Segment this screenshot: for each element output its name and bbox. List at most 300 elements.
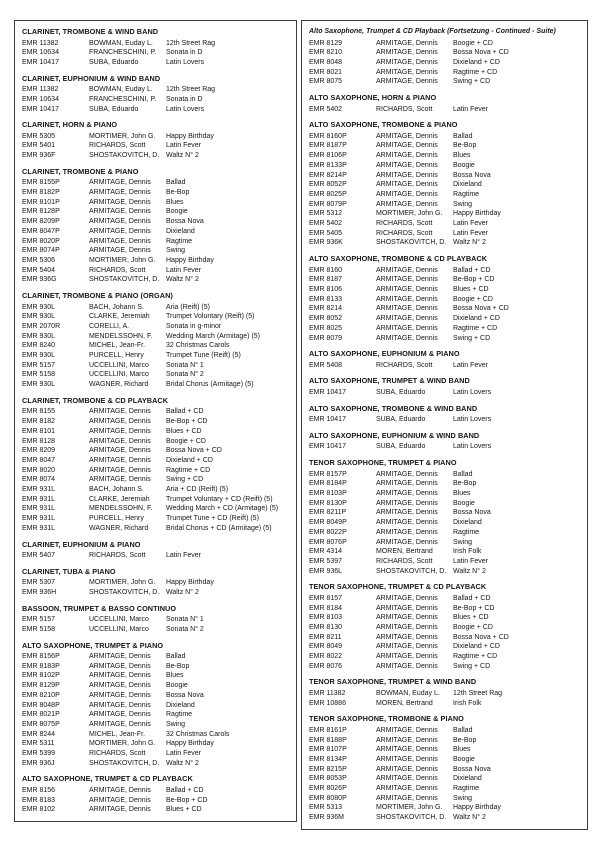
section-header: CLARINET, EUPHONIUM & WIND BAND [22,73,161,83]
title-cell: Boogie + CD [453,295,493,303]
catalog-section [15,74,296,115]
title-cell: Irish Folk [453,548,482,556]
title-cell: Boogie [453,499,475,507]
left-column [14,20,297,822]
catalog-section [15,120,296,161]
catalog-row [15,652,296,662]
composer-cell: ARMITAGE, Dennis [89,179,151,187]
catalog-row [15,39,296,49]
title-cell: Waltz N° 2 [166,588,199,596]
title-cell: Ragtime + CD [453,653,498,661]
ref-cell: EMR 8134P [309,755,347,763]
catalog-row [15,625,296,635]
title-cell: Bossa Nova [166,218,204,226]
title-cell: Waltz N° 2 [453,239,486,247]
section-header: BASSOON, TRUMPET & BASSO CONTINUO [22,603,177,613]
ref-cell: EMR 8079 [309,334,343,342]
ref-cell: EMR 8102 [22,806,56,814]
ref-cell: EMR 8187 [309,276,343,284]
title-cell: Latin Lovers [453,443,492,451]
ref-cell: EMR 8025 [309,324,343,332]
composer-cell: ARMITAGE, Dennis [89,418,151,426]
composer-cell: ARMITAGE, Dennis [376,39,438,47]
title-cell: Bridal Chorus (Armitage) (5) [166,381,254,389]
title-cell: Latin Fever [166,552,202,560]
composer-cell: ARMITAGE, Dennis [89,806,151,814]
title-cell: Ragtime [453,785,480,793]
catalog-row [15,437,296,447]
title-cell: Bossa Nova + CD [453,633,509,641]
catalog-row [302,132,587,142]
ref-cell: EMR 8156 [22,786,56,794]
title-cell: Bossa Nova + CD [453,49,509,57]
title-cell: Wedding March + CD (Armitage) (5) [166,505,279,513]
composer-cell: ARMITAGE, Dennis [89,466,151,474]
title-cell: Irish Folk [453,699,482,707]
catalog-row [15,720,296,730]
catalog-row [302,736,587,746]
ref-cell: EMR 5158 [22,371,56,379]
catalog-section [15,167,296,285]
catalog-row [302,470,587,480]
composer-cell: ARMITAGE, Dennis [376,662,438,670]
composer-cell: SUBA, Eduardo [376,416,426,424]
ref-cell: EMR 8157 [309,594,343,602]
title-cell: Happy Birthday [166,579,214,587]
title-cell: Latin Fever [166,142,202,150]
ref-cell: EMR 8184 [309,604,343,612]
catalog-section [302,349,587,370]
catalog-row [15,805,296,815]
ref-cell: EMR 8161P [309,726,347,734]
title-cell: Latin Fever [453,229,489,237]
composer-cell: ARMITAGE, Dennis [376,509,438,517]
catalog-row [302,415,587,425]
catalog-row [302,613,587,623]
catalog-row [302,662,587,672]
catalog-row [302,774,587,784]
catalog-row [302,229,587,239]
composer-cell: ARMITAGE, Dennis [376,171,438,179]
ref-cell: EMR 8106P [309,152,347,160]
ref-cell: EMR 5305 [22,132,56,140]
catalog-row [15,151,296,161]
catalog-section [302,582,587,671]
section-header: CLARINET, TUBA & PIANO [22,566,116,576]
title-cell: Swing [453,794,473,802]
composer-cell: ARMITAGE, Dennis [376,190,438,198]
ref-cell: EMR 8022 [309,653,343,661]
catalog-row [302,388,587,398]
catalog-row [302,200,587,210]
catalog-row [15,691,296,701]
catalog-row [15,227,296,237]
catalog-section [302,458,587,576]
ref-cell: EMR 10886 [309,699,346,707]
ref-cell: EMR 2070R [22,322,61,330]
composer-cell: CORELLI, A. [89,322,130,330]
catalog-section [15,641,296,769]
catalog-row [15,95,296,105]
ref-cell: EMR 5158 [22,625,56,633]
catalog-row [15,671,296,681]
title-cell: Happy Birthday [453,210,501,218]
catalog-row [302,77,587,87]
title-cell: Blues [453,152,471,160]
composer-cell: BOWMAN, Euday L. [89,39,153,47]
ref-cell: EMR 8160 [309,266,343,274]
catalog-row [302,538,587,548]
title-cell: Trumpet Voluntary + CD (Reift) (5) [166,495,273,503]
section-header: CLARINET, TROMBONE & WIND BAND [22,27,159,36]
catalog-row [15,407,296,417]
title-cell: Swing [166,247,186,255]
composer-cell: RICHARDS, Scott [376,361,433,369]
catalog-row [302,755,587,765]
title-cell: Sonata in D [166,95,203,103]
ref-cell: EMR 8155P [22,179,60,187]
composer-cell: SUBA, Eduardo [376,443,426,451]
ref-cell: EMR 8215P [309,765,347,773]
catalog-row [15,275,296,285]
title-cell: Trumpet Tune (Reift) (5) [166,352,241,360]
catalog-row [15,322,296,332]
catalog-section [302,677,587,708]
ref-cell: EMR 8047P [22,227,60,235]
catalog-section [15,604,296,635]
composer-cell: ARMITAGE, Dennis [376,142,438,150]
catalog-row [302,765,587,775]
catalog-section [15,540,296,561]
composer-cell: ARMITAGE, Dennis [89,208,151,216]
ref-cell: EMR 8183 [22,796,56,804]
ref-cell: EMR 8133 [309,295,343,303]
title-cell: Be-Bop [453,142,477,150]
catalog-row [15,446,296,456]
title-cell: Be-Bop + CD [166,418,208,426]
section-header: ALTO SAXOPHONE, TROMBONE & CD PLAYBACK [309,254,488,264]
title-cell: Boogie [166,208,188,216]
title-cell: Ballad + CD [166,786,204,794]
composer-cell: ARMITAGE, Dennis [89,691,151,699]
title-cell: Ragtime + CD [166,466,211,474]
section-header: ALTO SAXOPHONE, TROMBONE & PIANO [309,120,458,130]
title-cell: Boogie [453,161,475,169]
catalog-row [15,456,296,466]
title-cell: Dixieland [453,775,482,783]
catalog-row [15,105,296,115]
ref-cell: EMR 5405 [309,229,343,237]
ref-cell: EMR 8188P [309,736,347,744]
composer-cell: PURCELL, Henry [89,352,144,360]
catalog-row [15,361,296,371]
ref-cell: EMR 10417 [22,105,59,113]
ref-cell: EMR 936H [22,588,57,596]
title-cell: Swing [453,538,473,546]
composer-cell: WAGNER, Richard [89,381,149,389]
title-cell: Dixieland [166,227,195,235]
composer-cell: UCCELLINI, Marco [89,361,149,369]
section-header: CLARINET, TROMBONE & PIANO (ORGAN) [22,291,173,301]
catalog-row [15,739,296,749]
title-cell: Bossa Nova [453,171,491,179]
composer-cell: ARMITAGE, Dennis [89,711,151,719]
section-header: ALTO SAXOPHONE, HORN & PIANO [309,93,437,103]
catalog-row [302,499,587,509]
title-cell: Dixieland + CD [166,456,213,464]
ref-cell: EMR 8157P [309,470,347,478]
composer-cell: ARMITAGE, Dennis [376,775,438,783]
composer-cell: ARMITAGE, Dennis [89,227,151,235]
title-cell: Sonata N° 1 [166,616,204,624]
catalog-row [302,726,587,736]
catalog-row [15,466,296,476]
title-cell: 12th Street Rag [453,689,503,697]
composer-cell: MENDELSSOHN, F. [89,505,153,513]
ref-cell: EMR 8021 [309,68,343,76]
composer-cell: PURCELL, Henry [89,515,144,523]
composer-cell: ARMITAGE, Dennis [89,701,151,709]
title-cell: Blues + CD [453,614,489,622]
title-cell: Latin Lovers [453,388,492,396]
composer-cell: ARMITAGE, Dennis [89,427,151,435]
catalog-section [302,254,587,343]
composer-cell: ARMITAGE, Dennis [376,794,438,802]
catalog-row [302,547,587,557]
ref-cell: EMR 10417 [309,388,346,396]
ref-cell: EMR 8025P [309,190,347,198]
title-cell: Trumpet Voluntary (Reift) (5) [166,313,255,321]
ref-cell: EMR 8049P [309,519,347,527]
title-cell: 12th Street Rag [166,86,216,94]
title-cell: Latin Fever [453,105,489,113]
ref-cell: EMR 8106 [309,286,343,294]
ref-cell: EMR 931L [22,486,56,494]
title-cell: Bossa Nova [453,509,491,517]
composer-cell: ARMITAGE, Dennis [89,662,151,670]
catalog-row [302,784,587,794]
composer-cell: MORTIMER, John G. [89,740,156,748]
title-cell: Ragtime [166,237,193,245]
title-cell: Blues + CD [453,286,489,294]
composer-cell: ARMITAGE, Dennis [376,470,438,478]
composer-cell: MENDELSSOHN, F. [89,332,153,340]
catalog-row [302,567,587,577]
title-cell: Waltz N° 2 [166,276,199,284]
catalog-row [15,188,296,198]
title-cell: Swing + CD [166,476,204,484]
ref-cell: EMR 5306 [22,256,56,264]
catalog-row [302,285,587,295]
ref-cell: EMR 8101P [22,198,60,206]
ref-cell: EMR 8240 [22,342,56,350]
title-cell: Bossa Nova [453,765,491,773]
composer-cell: RICHARDS, Scott [89,266,146,274]
catalog-section [302,431,587,452]
ref-cell: EMR 10634 [22,95,59,103]
catalog-row [15,749,296,759]
title-cell: Swing [453,200,473,208]
ref-cell: EMR 8214 [309,305,343,313]
composer-cell: ARMITAGE, Dennis [376,785,438,793]
composer-cell: RICHARDS, Scott [89,750,146,758]
composer-cell: CLARKE, Jeremiah [89,495,150,503]
catalog-row [302,557,587,567]
catalog-row [302,652,587,662]
ref-cell: EMR 930L [22,313,56,321]
composer-cell: ARMITAGE, Dennis [89,437,151,445]
catalog-row [15,132,296,142]
catalog-row [302,48,587,58]
ref-cell: EMR 8048P [22,701,60,709]
composer-cell: ARMITAGE, Dennis [376,755,438,763]
title-cell: Ballad [166,653,186,661]
ref-cell: EMR 8076P [309,538,347,546]
composer-cell: ARMITAGE, Dennis [376,623,438,631]
catalog-section [15,291,296,390]
title-cell: Blues + CD [166,806,202,814]
composer-cell: ARMITAGE, Dennis [376,78,438,86]
catalog-row [15,312,296,322]
composer-cell: ARMITAGE, Dennis [376,604,438,612]
catalog-row [15,141,296,151]
title-cell: Latin Fever [453,557,489,565]
catalog-row [302,105,587,115]
ref-cell: EMR 8210 [309,49,343,57]
catalog-row [15,710,296,720]
composer-cell: SHOSTAKOVITCH, D. [89,276,160,284]
ref-cell: EMR 8211 [309,633,342,641]
title-cell: Latin Fever [453,361,489,369]
composer-cell: CLARKE, Jeremiah [89,313,150,321]
composer-cell: SHOSTAKOVITCH, D. [376,814,447,822]
catalog-row [15,48,296,58]
ref-cell: EMR 936F [22,152,56,160]
title-cell: Bossa Nova + CD [453,305,509,313]
ref-cell: EMR 8020P [22,237,60,245]
section-header: ALTO SAXOPHONE, EUPHONIUM & PIANO [309,349,460,359]
title-cell: Blues [453,746,471,754]
title-cell: Ballad [453,470,473,478]
ref-cell: EMR 930L [22,381,56,389]
title-cell: Dixieland [166,701,195,709]
title-cell: Sonata in D [166,49,203,57]
composer-cell: ARMITAGE, Dennis [376,746,438,754]
composer-cell: MORTIMER, John G. [89,256,156,264]
catalog-row [15,207,296,217]
catalog-row [302,803,587,813]
catalog-row [15,588,296,598]
catalog-row [302,528,587,538]
catalog-row [302,161,587,171]
catalog-row [15,427,296,437]
composer-cell: ARMITAGE, Dennis [376,286,438,294]
ref-cell: EMR 11382 [22,39,59,47]
catalog-row [302,151,587,161]
ref-cell: EMR 8128 [22,437,56,445]
composer-cell: ARMITAGE, Dennis [376,538,438,546]
title-cell: Sonata in g-minor [166,322,222,330]
title-cell: Ballad [453,726,473,734]
title-cell: Boogie [166,682,188,690]
composer-cell: ARMITAGE, Dennis [89,476,151,484]
title-cell: Happy Birthday [166,132,214,140]
catalog-row [15,796,296,806]
composer-cell: ARMITAGE, Dennis [89,189,151,197]
composer-cell: ARMITAGE, Dennis [376,161,438,169]
ref-cell: EMR 8107P [309,746,347,754]
composer-cell: ARMITAGE, Dennis [89,408,151,416]
catalog-row [302,141,587,151]
composer-cell: MORTIMER, John G. [89,579,156,587]
composer-cell: ARMITAGE, Dennis [376,295,438,303]
composer-cell: ARMITAGE, Dennis [376,653,438,661]
composer-cell: ARMITAGE, Dennis [376,633,438,641]
catalog-row [15,58,296,68]
catalog-row [15,730,296,740]
composer-cell: UCCELLINI, Marco [89,625,149,633]
ref-cell: EMR 5407 [22,552,56,560]
section-header-continuation: Alto Saxophone, Trumpet & CD Playback (Fortsetzung - Continued - Suite) [309,28,556,35]
title-cell: Ragtime [453,528,480,536]
section-header: TENOR SAXOPHONE, TRUMPET & CD PLAYBACK [309,582,487,592]
catalog-row [15,178,296,188]
title-cell: Ragtime [453,190,480,198]
catalog-section [15,774,296,815]
ref-cell: EMR 936G [22,276,57,284]
catalog-row [302,594,587,604]
section-header: ALTO SAXOPHONE, TRUMPET & CD PLAYBACK [22,774,193,784]
ref-cell: EMR 8079P [309,200,347,208]
title-cell: Swing + CD [453,662,491,670]
ref-cell: EMR 8244 [22,730,56,738]
title-cell: Bossa Nova [166,691,204,699]
title-cell: Latin Fever [453,220,489,228]
composer-cell: ARMITAGE, Dennis [89,786,151,794]
composer-cell: ARMITAGE, Dennis [376,726,438,734]
ref-cell: EMR 8103P [309,490,347,497]
catalog-row [15,786,296,796]
catalog-row [15,514,296,524]
composer-cell: UCCELLINI, Marco [89,616,149,624]
ref-cell: EMR 8211P [309,509,347,517]
ref-cell: EMR 8128P [22,208,60,216]
ref-cell: EMR 5311 [22,740,55,748]
composer-cell: WAGNER, Richard [89,524,149,532]
section-header: ALTO SAXOPHONE, TRUMPET & WIND BAND [309,376,470,386]
title-cell: Be-Bop [453,480,477,488]
title-cell: Boogie + CD [453,39,493,47]
ref-cell: EMR 8102P [22,672,60,680]
catalog-row [15,256,296,266]
composer-cell: MOREN, Bertrand [376,548,433,556]
catalog-row [302,324,587,334]
composer-cell: RICHARDS, Scott [376,105,433,113]
catalog-section [302,714,587,823]
ref-cell: EMR 5402 [309,105,343,113]
composer-cell: SUBA, Eduardo [376,388,426,396]
ref-cell: EMR 8184P [309,480,347,488]
title-cell: Waltz N° 2 [166,152,199,160]
catalog-row [302,689,587,699]
ref-cell: EMR 930L [22,332,56,340]
catalog-row [302,508,587,518]
composer-cell: BACH, Johann S. [89,303,144,311]
composer-cell: BACH, Johann S. [89,486,144,494]
catalog-row [15,341,296,351]
catalog-row [15,485,296,495]
composer-cell: ARMITAGE, Dennis [376,528,438,536]
